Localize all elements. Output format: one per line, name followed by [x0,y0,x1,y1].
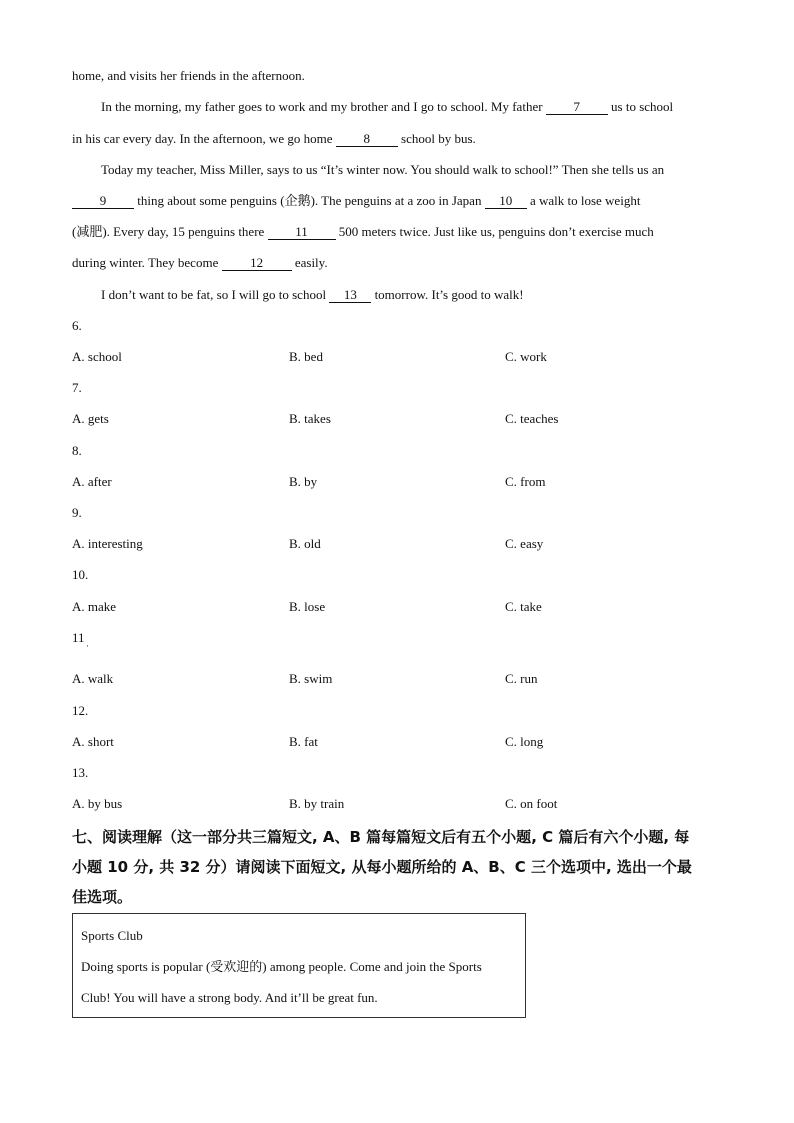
passage-text: tomorrow. It’s good to walk! [371,287,524,302]
passage-line [72,193,640,209]
passage-line [72,224,654,240]
option-a[interactable]: A. gets [72,411,109,426]
passage-text: a walk to lose weight [526,193,641,208]
passage-line [101,287,524,303]
option-b[interactable]: B. takes [289,411,331,426]
dot-mark: · [86,641,89,651]
option-a[interactable]: A. after [72,474,112,489]
option-b[interactable]: B. bed [289,349,323,364]
passage-line: Today my teacher, Miss Miller, says to us “It’s winter now. You should walk to school!” Then she tells us an [101,162,665,177]
option-c[interactable]: C. take [505,599,542,614]
option-a[interactable]: A. walk [72,671,114,686]
option-c[interactable]: C. long [505,734,544,749]
passage-text: thing about some penguins (企鹅). The penguins at a zoo in Japan [134,193,485,208]
passage-line [72,255,328,271]
question-number: 12. [72,703,89,718]
passage-line [101,99,673,115]
blank-7: 7 [546,100,608,115]
question-number: 11 [72,630,85,645]
passage-text: us to school [607,99,674,114]
passage-text: in his car every day. In the afternoon, we go home [72,131,336,146]
question-number: 9. [72,505,82,520]
option-c[interactable]: C. run [505,671,538,686]
question-number: 7. [72,380,82,395]
option-b[interactable]: B. old [289,536,321,551]
passage-text: during winter. They become [72,255,222,270]
passage-text: 500 meters twice. Just like us, penguins don’t exercise much [335,224,654,239]
question-number: 10. [72,567,89,582]
passage-text: (减肥). Every day, 15 penguins there [72,224,268,239]
option-b[interactable]: B. swim [289,671,333,686]
box-title: Sports Club [81,928,143,943]
blank-13: 13 [329,288,371,303]
option-c[interactable]: C. on foot [505,796,558,811]
option-b[interactable]: B. lose [289,599,326,614]
passage-text: school by bus. [397,131,476,146]
question-number: 8. [72,443,82,458]
question-number: 13. [72,765,89,780]
blank-9: 9 [72,194,134,209]
option-a[interactable]: A. interesting [72,536,143,551]
passage-line: home, and visits her friends in the afternoon. [72,68,305,83]
blank-8: 8 [336,132,398,147]
section-heading: 七、阅读理解（这一部分共三篇短文, A、B 篇每篇短文后有五个小题, C 篇后有六个小题, 每 [72,828,690,846]
option-c[interactable]: C. work [505,349,547,364]
option-a[interactable]: A. school [72,349,122,364]
box-line: Club! You will have a strong body. And it’ll be great fun. [81,990,378,1005]
blank-12: 12 [222,256,292,271]
passage-text: In the morning, my father goes to work and my brother and I go to school. My father [101,99,546,114]
box-line: Doing sports is popular (受欢迎的) among people. Come and join the Sports [81,959,482,974]
option-c[interactable]: C. teaches [505,411,559,426]
option-c[interactable]: C. from [505,474,546,489]
section-heading: 佳选项。 [72,888,133,906]
question-number: 6. [72,318,82,333]
option-a[interactable]: A. by bus [72,796,123,811]
passage-line [72,131,476,147]
option-a[interactable]: A. make [72,599,117,614]
option-a[interactable]: A. short [72,734,114,749]
option-b[interactable]: B. by [289,474,318,489]
option-b[interactable]: B. fat [289,734,318,749]
option-b[interactable]: B. by train [289,796,345,811]
blank-10: 10 [485,194,527,209]
passage-text: I don’t want to be fat, so I will go to school [101,287,330,302]
passage-text: easily. [291,255,328,270]
blank-11: 11 [268,225,336,240]
option-c[interactable]: C. easy [505,536,544,551]
reading-passage-box [72,913,526,1018]
section-heading: 小题 10 分, 共 32 分）请阅读下面短文, 从每小题所给的 A、B、C 三个选项中, 选出一个最 [72,858,692,876]
